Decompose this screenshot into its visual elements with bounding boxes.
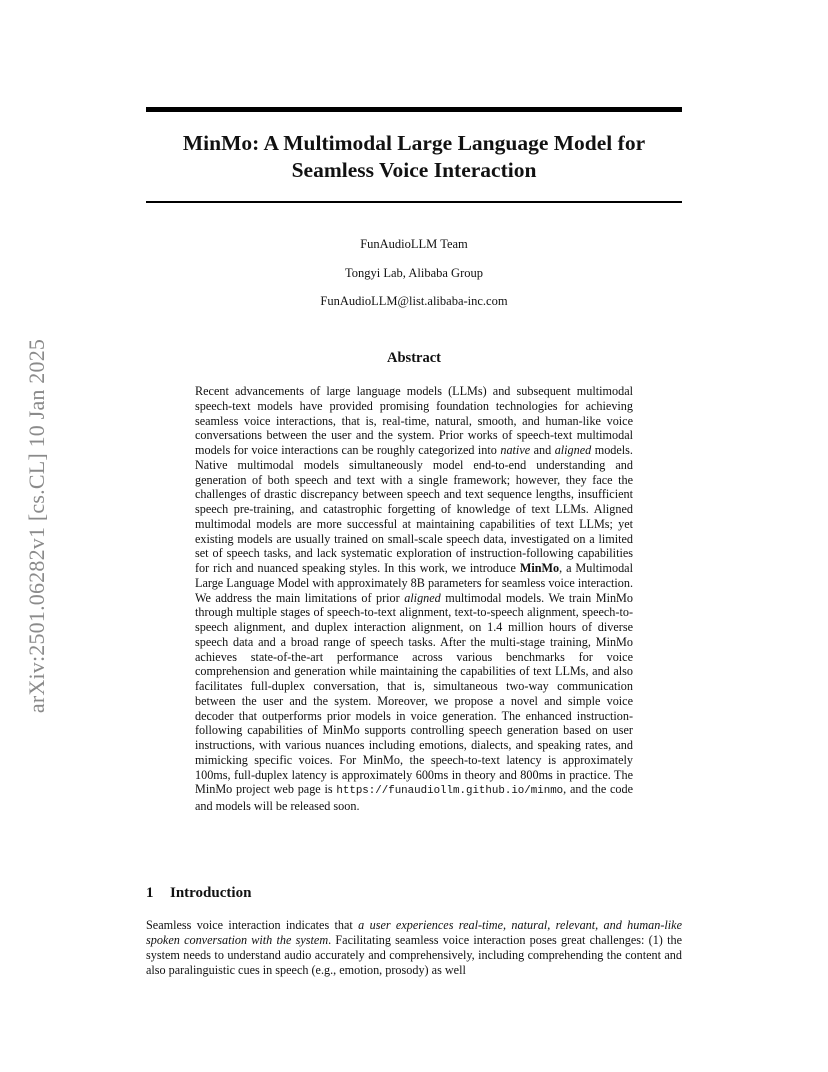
paper-title xyxy=(146,130,682,184)
abstract-aligned-term: aligned xyxy=(554,443,592,457)
intro-text-2: . Facilitating seamless voice interaction poses great challenges: (1) the system needs to understand audio accurately and comprehensively, including comprehending the content and also paralinguistic cues in speech (e.g., emotion, prosody) as well xyxy=(146,933,682,977)
introduction-heading xyxy=(146,884,251,902)
abstract-text-and: and xyxy=(530,443,555,457)
author-email[interactable]: FunAudioLLM@list.alibaba-inc.com xyxy=(320,294,508,308)
abstract-text-4: multimodal models. We train MinMo through multiple stages of speech-to-text alignment, text-to-speech alignment, speech-to-speech alignment, and duplex interaction alignment, on 1.4 million hours of diverse speech data and a broad range of speech tasks. After the multi-stage training, MinMo achieves state-of-the-art performance across various benchmarks for voice comprehension and generation while maintaining the capabilities of text LLMs, and also facilitates full-duplex conversation, that is, simultaneous two-way communication between the user and the system. Moreover, we propose a novel and simple voice decoder that outperforms prior models in voice generation. The enhanced instruction-following capabilities of MinMo supports controlling speech generation based on user instructions, with various nuances including emotions, dialects, and speaking rates, and mimicking specific voices. For MinMo, the speech-to-text latency is approximately 100ms, full-duplex latency is approximately 600ms in theory and 800ms in practice. The MinMo project web page is xyxy=(195,590,633,797)
intro-emphasis: a user experiences real-time, natural, relevant, and human-like spoken conversation with the system xyxy=(146,918,682,947)
intro-text-1: Seamless voice interaction indicates that xyxy=(146,918,359,932)
title-line-1: MinMo: A Multimodal Large Language Model for xyxy=(182,131,646,155)
abstract-text-3: , a Multimodal Large Language Model with approximately 8B parameters for seamless voice interaction. We address the main limitations of prior xyxy=(195,561,633,605)
abstract-heading: Abstract xyxy=(387,350,441,366)
arxiv-identifier: arXiv:2501.06282v1 [cs.CL] 10 Jan 2025 xyxy=(24,338,49,714)
abstract-native-term: native xyxy=(500,443,531,457)
abstract-text-2: models. Native multimodal models simultaneously model end-to-end understanding and generation of both speech and text with a single framework; however, they face the challenges of drastic discrepancy between speech and text sequence lengths, insufficient speech pre-training, and catastrophic forgetting of knowledge of text LLMs. Aligned multimodal models are more successful at maintaining capabilities of text LLMs; yet existing models are usually trained on small-scale speech data, investigated on a limited set of speech tasks, and lack systematic exploration of instruction-following capabilities for rich and nuanced speaking styles. In this work, we introduce xyxy=(195,443,633,575)
author-affiliation: Tongyi Lab, Alibaba Group xyxy=(345,266,483,280)
project-url-link[interactable]: https://funaudiollm.github.io/minmo xyxy=(336,785,564,798)
title-top-rule xyxy=(146,107,682,112)
section-title: Introduction xyxy=(170,885,252,901)
abstract-body xyxy=(195,384,633,814)
title-line-2: Seamless Voice Interaction xyxy=(291,158,537,182)
author-team: FunAudioLLM Team xyxy=(360,237,468,251)
abstract-text-1: Recent advancements of large language models (LLMs) and subsequent multimodal speech-text models have provided promising foundation technologies for achieving seamless voice interactions, that is, real-time, natural, smooth, and human-like voice conversations between the user and the system. Prior works of speech-text multimodal models for voice interactions can be roughly categorized into xyxy=(195,384,633,457)
section-number: 1 xyxy=(146,885,154,901)
title-bottom-rule xyxy=(146,201,682,203)
introduction-paragraph xyxy=(146,918,682,978)
abstract-minmo-name: MinMo xyxy=(519,561,560,575)
abstract-text-5: , and the code and models will be released soon. xyxy=(195,782,633,813)
abstract-aligned-term-2: aligned xyxy=(404,590,441,605)
